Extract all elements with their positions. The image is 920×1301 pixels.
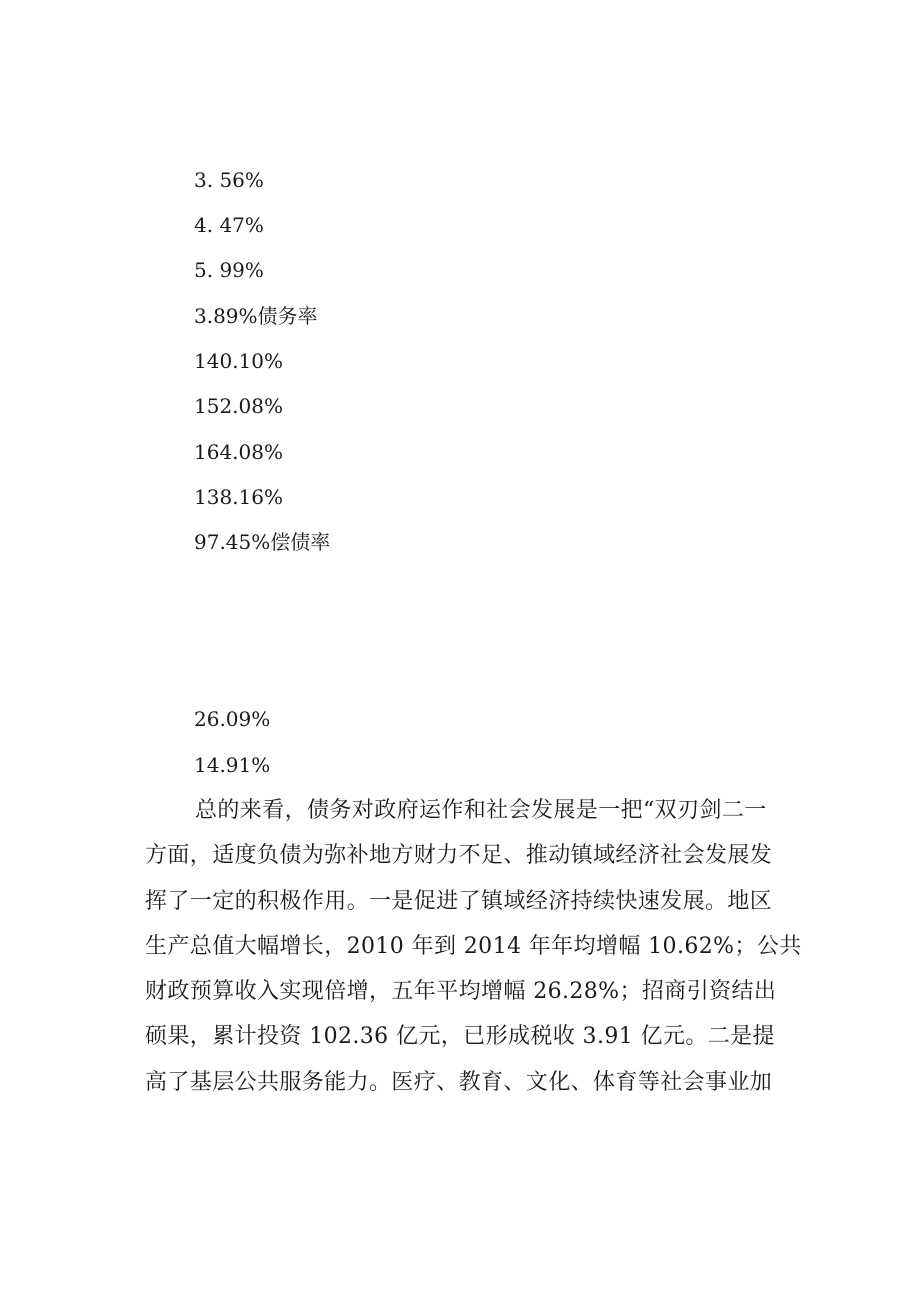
paragraph-line: 财政预算收入实现倍增，五年平均增幅 26.28%；招商引资结出 [145,979,777,1005]
value-line: 164.08% [194,440,283,464]
value-line: 4. 47% [194,213,264,237]
value-line: 138.16% [194,485,283,509]
value-line: 26.09% [194,707,271,731]
value-line: 152.08% [194,394,283,418]
paragraph-line: 生产总值大幅增长，2010 年到 2014 年年均增幅 10.62%；公共 [145,933,802,959]
paragraph-line: 方面，适度负债为弥补地方财力不足、推动镇域经济社会发展发 [145,843,773,869]
value-line: 14.91% [194,753,271,777]
value-line: 3.89%债务率 [194,304,318,328]
paragraph-line: 挥了一定的积极作用。一是促进了镇域经济持续快速发展。地区 [145,888,773,914]
paragraph-line: 硕果，累计投资 102.36 亿元，已形成税收 3.91 亿元。二是提 [145,1024,775,1050]
value-line: 5. 99% [194,258,264,282]
body-paragraph [145,788,802,1105]
value-line: 3. 56% [194,168,264,192]
value-line: 140.10% [194,349,283,373]
paragraph-line: 总的来看，债务对政府运作和社会发展是一把“双刃剑二一 [195,798,767,823]
value-line: 97.45%偿债率 [194,530,331,554]
paragraph-line: 高了基层公共服务能力。医疗、教育、文化、体育等社会事业加 [145,1069,773,1095]
